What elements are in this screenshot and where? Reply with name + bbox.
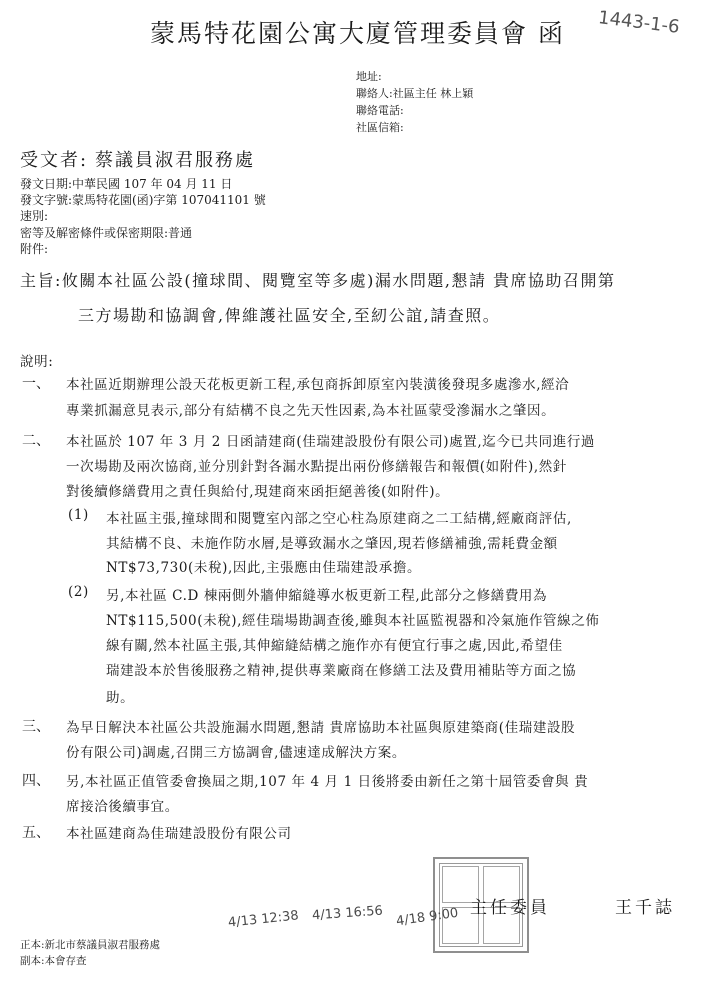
- cc-copy: 副本:本會存查: [20, 955, 87, 967]
- item-2-line-2: 一次場勘及兩次協商,並分別針對各漏水點提出兩份修繕報告和報價(如附件),然針: [66, 459, 567, 475]
- handwritten-note-2: 4/13 16:56: [311, 903, 384, 924]
- secrecy-level: 密等及解密條件或保密期限:普通: [20, 226, 193, 240]
- item-2-line-3: 對後續修繕費用之責任與給付,現建商來函拒絕善後(如附件)。: [66, 484, 450, 500]
- sub-item-2-line-4: 瑞建設本於售後服務之精神,提供專業廠商在修繕工法及費用補貼等方面之協: [106, 663, 577, 679]
- item-1-marker: 一、: [22, 376, 50, 392]
- sub-item-1-line-1: 本社區主張,撞球間和閱覽室內部之空心柱為原建商之二工結構,經廠商評估,: [106, 511, 572, 527]
- item-4-line-2: 席接洽後續事宜。: [66, 799, 179, 815]
- item-3-line-1: 為早日解決本社區公共設施漏水問題,懇請 貴席協助本社區與原建築商(佳瑞建設股: [66, 720, 576, 736]
- item-5-marker: 五、: [22, 825, 50, 841]
- item-3-marker: 三、: [22, 719, 50, 735]
- speed-class: 速別:: [20, 209, 49, 223]
- sub-item-2-marker: (2): [68, 584, 89, 600]
- reference-number: 發文字號:蒙馬特花園(函)字第 107041101 號: [20, 193, 266, 207]
- phone-line: 聯絡電話:: [356, 104, 404, 117]
- sub-item-1-line-3: NT$73,730(未稅),因此,主張應由佳瑞建設承擔。: [106, 560, 422, 576]
- contact-person-line: 聯絡人:社區主任 林上穎: [356, 87, 474, 100]
- sub-item-2-line-5: 助。: [106, 690, 135, 706]
- handwritten-note-1: 4/13 12:38: [227, 908, 300, 931]
- subject-line-2: 三方場勘和協調會,俾維護社區安全,至紉公誼,請查照。: [78, 306, 501, 325]
- subject-line-1: 主旨:攸關本社區公設(撞球間、閱覽室等多處)漏水問題,懇請 貴席協助召開第: [20, 271, 616, 290]
- item-5-line-1: 本社區建商為佳瑞建設股份有限公司: [66, 826, 292, 842]
- sub-item-2-line-1: 另,本社區 C.D 棟兩側外牆伸縮縫導水板更新工程,此部分之修繕費用為: [106, 588, 548, 604]
- item-3-line-2: 份有限公司)調處,召開三方協調會,儘速達成解決方案。: [66, 745, 406, 761]
- recipient-name: 蔡議員淑君服務處: [95, 150, 255, 171]
- signature-name: 王千誌: [615, 898, 675, 918]
- signature-title: 主任委員: [470, 898, 550, 918]
- item-4-line-1: 另,本社區正值管委會換屆之期,107 年 4 月 1 日後將委由新任之第十屆管委會與 貴: [66, 774, 589, 790]
- item-1-line-2: 專業抓漏意見表示,部分有結構不良之先天性因素,為本社區蒙受滲漏水之肇因。: [66, 403, 556, 419]
- mailbox-line: 社區信箱:: [356, 121, 404, 134]
- recipient-label: 受文者:: [20, 150, 89, 171]
- document-title: 蒙馬特花園公寓大廈管理委員會 函: [150, 19, 565, 48]
- issue-date: 發文日期:中華民國 107 年 04 月 11 日: [20, 177, 233, 191]
- address-line: 地址:: [356, 70, 382, 83]
- sub-item-1-line-2: 其結構不良、未施作防水層,是導致漏水之肇因,現若修繕補強,需耗費金額: [106, 536, 558, 552]
- handwritten-note-3: 4/18 9:00: [395, 905, 460, 930]
- item-4-marker: 四、: [22, 773, 50, 789]
- attachments-label: 附件:: [20, 242, 49, 256]
- explanation-heading: 說明:: [20, 354, 54, 370]
- sub-item-2-line-2: NT$115,500(未稅),經佳瑞場勘調查後,雖與本社區監視器和冷氣施作管線之佈: [106, 613, 600, 629]
- item-1-line-1: 本社區近期辦理公設天花板更新工程,承包商拆卸原室內裝潢後發現多處滲水,經洽: [66, 377, 570, 393]
- handwritten-file-number: 1443-1-6: [597, 7, 681, 38]
- sub-item-1-marker: (1): [68, 507, 89, 523]
- sub-item-2-line-3: 線有關,然本社區主張,其伸縮縫結構之施作亦有便宜行事之處,因此,希望佳: [106, 638, 563, 654]
- item-2-line-1: 本社區於 107 年 3 月 2 日函請建商(佳瑞建設股份有限公司)處置,迄今已共同進行過: [66, 434, 596, 450]
- cc-main: 正本:新北市蔡議員淑君服務處: [20, 939, 161, 951]
- item-2-marker: 二、: [22, 433, 50, 449]
